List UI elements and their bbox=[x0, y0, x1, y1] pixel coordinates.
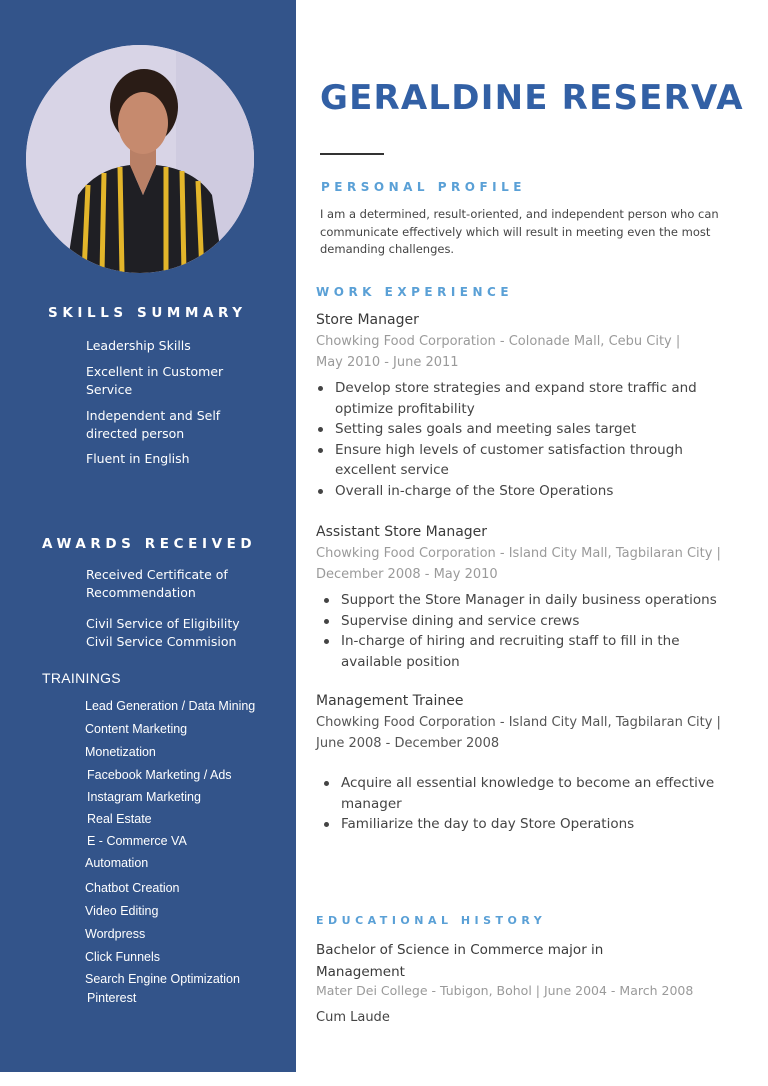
job-title: Store Manager bbox=[316, 312, 419, 328]
education-school: Mater Dei College - Tubigon, Bohol | June 2004 - March 2008 bbox=[316, 983, 694, 998]
training-item: Content Marketing bbox=[85, 722, 188, 736]
job-bullets bbox=[322, 773, 732, 835]
portrait-image bbox=[26, 45, 254, 273]
job-bullets bbox=[316, 378, 721, 501]
sidebar bbox=[0, 0, 296, 1072]
training-item: Search Engine Optimization bbox=[85, 972, 240, 986]
training-item: Pinterest bbox=[87, 991, 137, 1005]
trainings-heading: TRAININGS bbox=[42, 670, 121, 686]
training-item: Chatbot Creation bbox=[85, 881, 180, 895]
bottom-margin bbox=[0, 1072, 768, 1086]
training-item: Video Editing bbox=[85, 904, 159, 918]
education-honor: Cum Laude bbox=[316, 1010, 390, 1025]
skill-item: Independent and Self directed person bbox=[86, 408, 221, 441]
awards-received-heading: AWARDS RECEIVED bbox=[42, 536, 257, 552]
training-item: Wordpress bbox=[85, 927, 146, 941]
list-item: Supervise dining and service crews bbox=[322, 611, 732, 632]
list-item: Acquire all essential knowledge to become an effective manager bbox=[322, 773, 732, 814]
work-experience-heading: WORK EXPERIENCE bbox=[316, 285, 514, 299]
education-degree: Bachelor of Science in Commerce major in Management bbox=[316, 942, 604, 980]
skill-item: Leadership Skills bbox=[86, 338, 191, 353]
list-item: Overall in-charge of the Store Operations bbox=[316, 481, 721, 502]
list-item: Ensure high levels of customer satisfaction through excellent service bbox=[316, 440, 721, 481]
list-item: Setting sales goals and meeting sales target bbox=[316, 419, 721, 440]
list-item: Develop store strategies and expand store traffic and optimize profitability bbox=[316, 378, 721, 419]
list-item: Familiarize the day to day Store Operations bbox=[322, 814, 732, 835]
job-meta: Chowking Food Corporation - Island City Mall, Tagbilaran City | June 2008 - December 2008 bbox=[316, 715, 721, 751]
skill-item: Excellent in Customer Service bbox=[86, 364, 224, 397]
award-item: Received Certificate of Recommendation bbox=[86, 567, 228, 600]
personal-profile-text: I am a determined, result-oriented, and independent person who can communicate effectively which will result in meeting even the most demanding challenges. bbox=[320, 207, 719, 256]
training-item: Facebook Marketing / Ads bbox=[87, 768, 232, 782]
training-item: Automation bbox=[85, 856, 149, 870]
educational-history-heading: EDUCATIONAL HISTORY bbox=[316, 914, 547, 927]
job-meta: Chowking Food Corporation - Colonade Mall, Cebu City | May 2010 - June 2011 bbox=[316, 334, 681, 370]
name-divider bbox=[320, 153, 384, 155]
skill-item: Fluent in English bbox=[86, 451, 190, 466]
training-item: Real Estate bbox=[87, 812, 152, 826]
training-item: E - Commerce VA bbox=[87, 834, 187, 848]
candidate-name: GERALDINE RESERVA bbox=[320, 78, 744, 118]
skills-summary-heading: SKILLS SUMMARY bbox=[48, 305, 247, 321]
award-item: Civil Service of Eligibility Civil Service Commision bbox=[86, 616, 240, 649]
training-item: Lead Generation / Data Mining bbox=[85, 699, 256, 713]
list-item: In-charge of hiring and recruiting staff to fill in the available position bbox=[322, 631, 732, 672]
training-item: Instagram Marketing bbox=[87, 790, 201, 804]
training-item: Monetization bbox=[85, 745, 156, 759]
job-title: Management Trainee bbox=[316, 693, 464, 709]
job-bullets bbox=[322, 590, 732, 672]
list-item: Support the Store Manager in daily business operations bbox=[322, 590, 732, 611]
job-meta: Chowking Food Corporation - Island City Mall, Tagbilaran City | December 2008 - May 2010 bbox=[316, 546, 721, 582]
job-title: Assistant Store Manager bbox=[316, 524, 488, 540]
personal-profile-heading: PERSONAL PROFILE bbox=[321, 180, 526, 194]
profile-photo bbox=[26, 45, 254, 273]
training-item: Click Funnels bbox=[85, 950, 161, 964]
